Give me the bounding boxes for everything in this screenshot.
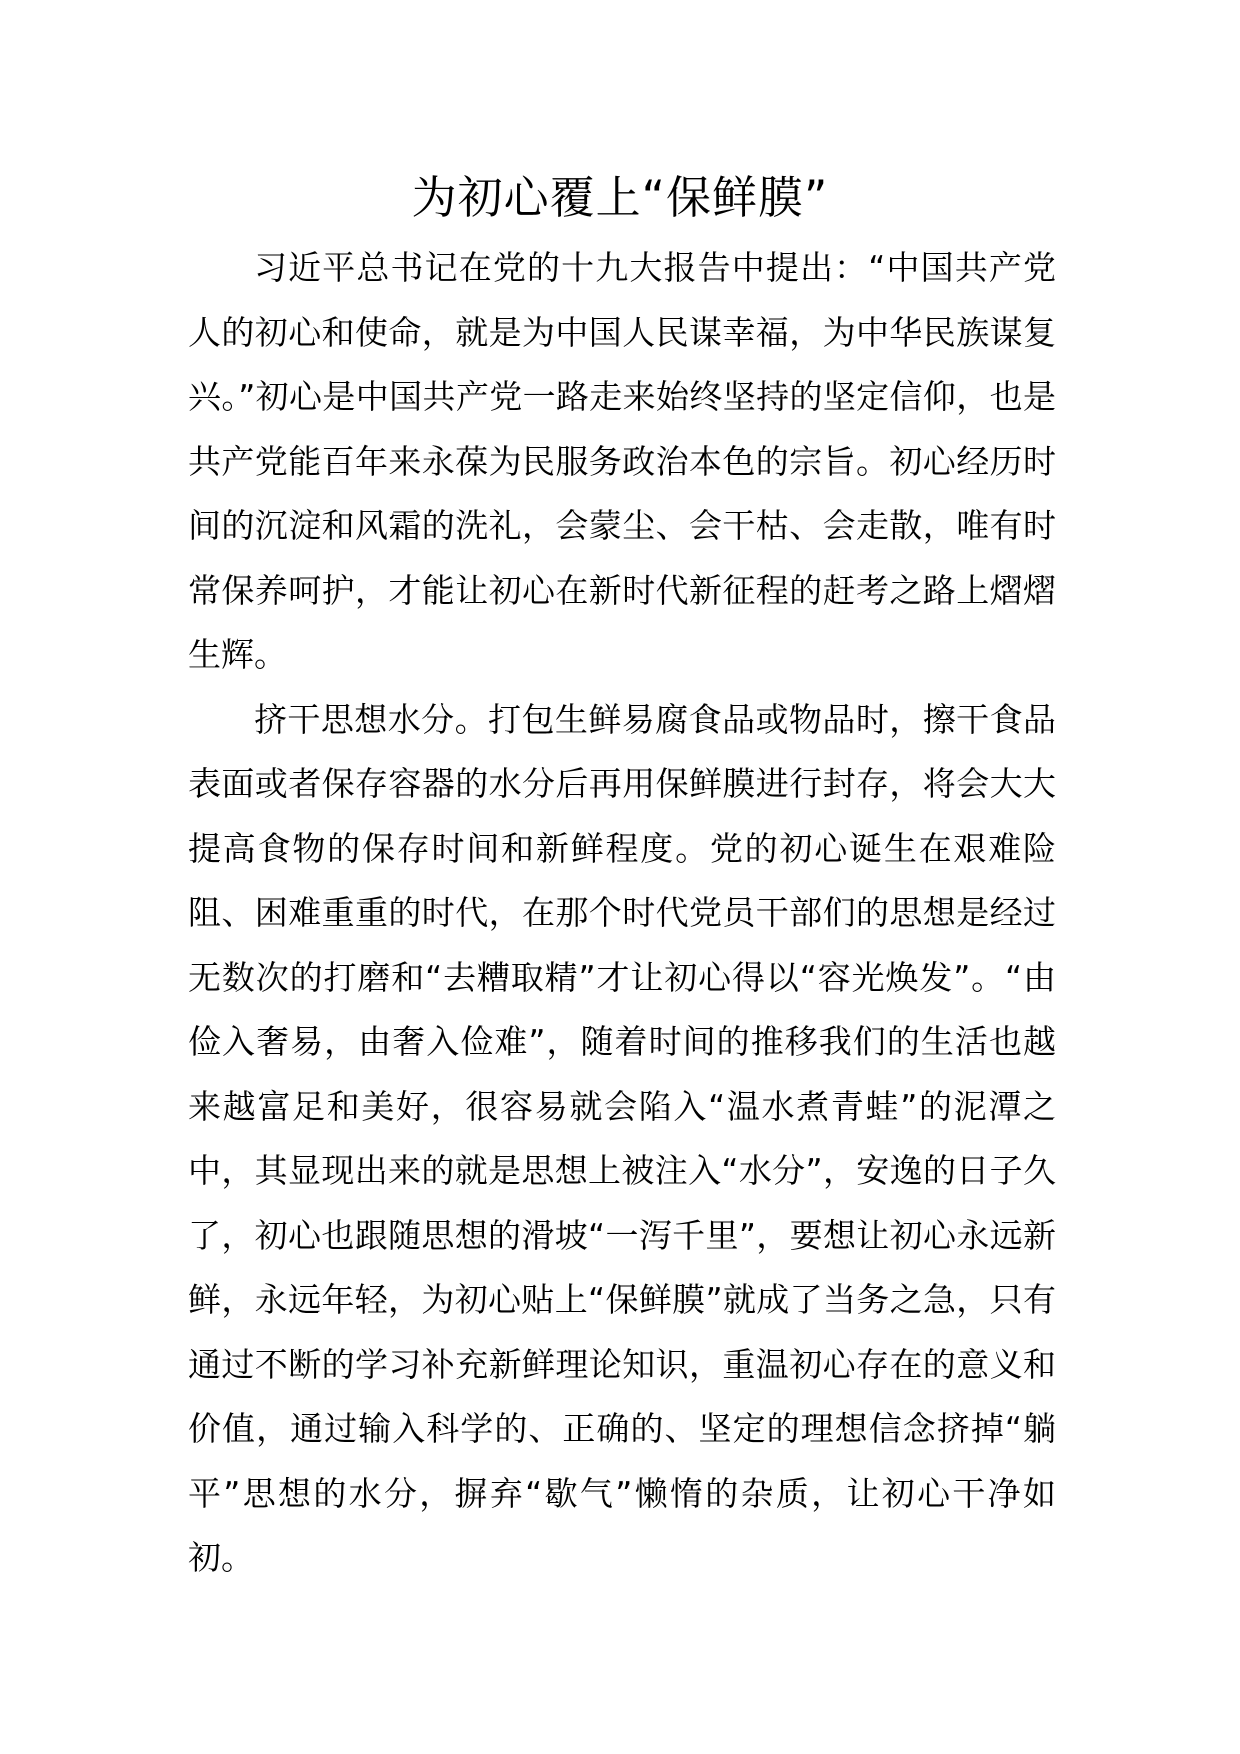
paragraph-2: 挤干思想水分。打包生鲜易腐食品或物品时，擦干食品表面或者保存容器的水分后再用保鲜膜进行封存，将会大大提高食物的保存时间和新鲜程度。党的初心诞生在艰难险阻、困难重重的时代，在那个时代党员干部们的思想是经过无数次的打磨和“去糟取精”才让初心得以“容光焕发”。“由俭入奢易，由奢入俭难”，随着时间的推移我们的生活也越来越富足和美好，很容易就会陷入“温水煮青蛙”的泥潭之中，其显现出来的就是思想上被注入“水分”，安逸的日子久了，初心也跟随思想的滑坡“一泻千里”，要想让初心永远新鲜，永远年轻，为初心贴上“保鲜膜”就成了当务之急，只有通过不断的学习补充新鲜理论知识，重温初心存在的意义和价值，通过输入科学的、正确的、坚定的理想信念挤掉“躺平”思想的水分，摒弃“歇气”懒惰的杂质，让初心干净如初。 bbox=[188, 699, 1056, 1577]
paragraph-1: 习近平总书记在党的十九大报告中提出：“中国共产党人的初心和使命，就是为中国人民谋幸福，为中华民族谋复兴。”初心是中国共产党一路走来始终坚持的坚定信仰，也是共产党能百年来永葆为民服务政治本色的宗旨。初心经历时间的沉淀和风霜的洗礼，会蒙尘、会干枯、会走散，唯有时常保养呵护，才能让初心在新时代新征程的赶考之路上熠熠生辉。 bbox=[188, 248, 1056, 674]
document-body bbox=[188, 236, 1056, 1591]
document-title: 为初心覆上“保鲜膜” bbox=[411, 171, 829, 224]
